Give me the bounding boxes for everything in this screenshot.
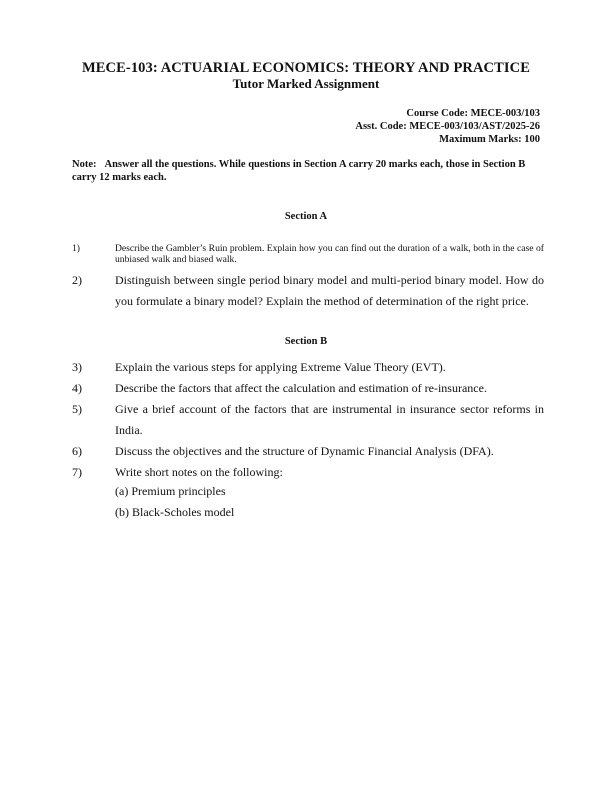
course-code: Course Code: MECE-003/103 (406, 108, 540, 119)
question-number: 3) (72, 360, 82, 374)
question-1 (72, 243, 544, 265)
question-3 (72, 357, 544, 378)
section-b-heading: Section B (284, 336, 328, 347)
question-7 (72, 462, 544, 483)
question-number: 2) (72, 273, 82, 287)
subitem-premium-principles: (a) Premium principles (115, 484, 226, 498)
question-text: Discuss the objectives and the structure of Dynamic Financial Analysis (DFA). (115, 444, 494, 458)
question-text: Write short notes on the following: (115, 465, 283, 479)
document-subtitle: Tutor Marked Assignment (232, 76, 380, 91)
question-2 (72, 270, 544, 312)
note-label: Note: (72, 159, 97, 170)
question-6 (72, 441, 544, 462)
question-number: 4) (72, 381, 82, 395)
question-number: 1) (72, 243, 80, 254)
question-number: 5) (72, 402, 82, 416)
subitem-black-scholes: (b) Black-Scholes model (115, 505, 235, 519)
question-number: 7) (72, 465, 82, 479)
section-a-heading: Section A (284, 211, 328, 222)
document-title: MECE-103: ACTUARIAL ECONOMICS: THEORY AND PRACTICE (82, 60, 530, 76)
maximum-marks: Maximum Marks: 100 (439, 134, 540, 145)
question-text: Explain the various steps for applying Extreme Value Theory (EVT). (115, 360, 446, 374)
question-5 (72, 399, 544, 441)
question-text: Describe the factors that affect the calculation and estimation of re-insurance. (115, 381, 487, 395)
question-text: Distinguish between single period binary model and multi-period binary model. How do you formulate a binary model? Explain the method of determination of the right price. (115, 273, 544, 308)
question-number: 6) (72, 444, 82, 458)
note-text: Answer all the questions. While questions in Section A carry 20 marks each, those in Section B carry 12 marks each. (72, 159, 526, 183)
question-text: Give a brief account of the factors that are instrumental in insurance sector reforms in India. (115, 402, 544, 437)
instructions-note (72, 158, 542, 184)
question-text: Describe the Gambler’s Ruin problem. Explain how you can find out the duration of a walk, both in the case of unbiased walk and biased walk. (115, 243, 544, 265)
assignment-code: Asst. Code: MECE-003/103/AST/2025-26 (355, 121, 540, 132)
question-4 (72, 378, 544, 399)
